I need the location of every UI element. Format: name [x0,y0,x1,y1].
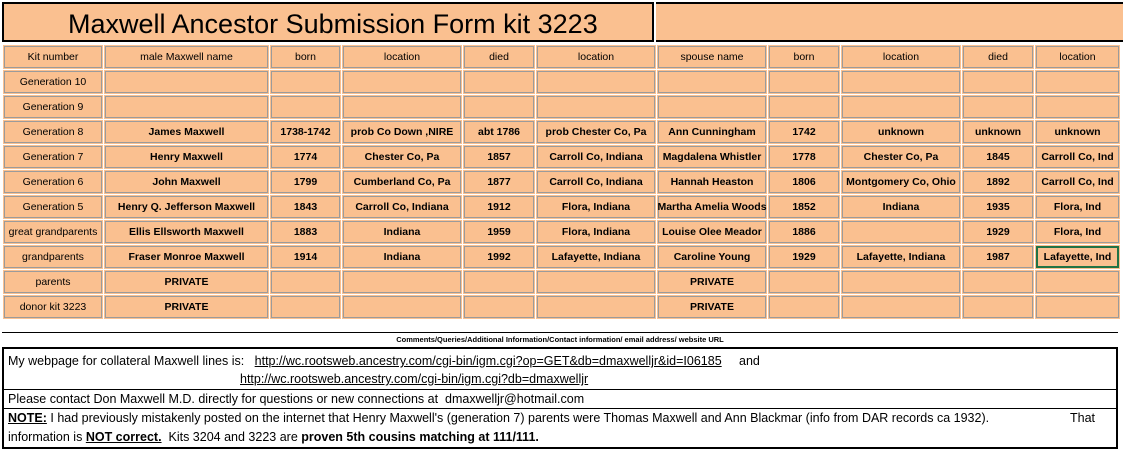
table-row [3,295,1121,320]
cell-spouse-born[interactable] [768,270,841,295]
cell-spouse-born[interactable] [768,245,841,270]
note-line-1 [8,411,989,425]
cell-death-location[interactable] [536,295,657,320]
cell-spouse-died[interactable] [962,120,1035,145]
contact-text: Please contact Don Maxwell M.D. directly for questions or new connections at [8,392,439,406]
cell-value: Henry Maxwell [105,146,268,168]
cell-value: Indiana [842,196,960,218]
cell-male-name[interactable] [104,170,270,195]
cell-value [769,71,839,93]
cell-value: Generation 5 [4,196,102,218]
cell-spouse-died[interactable] [962,195,1035,220]
cell-spouse-location[interactable] [841,245,962,270]
table-row [3,120,1121,145]
cell-value: 1778 [769,146,839,168]
cell-value: Chester Co, Pa [842,146,960,168]
cell-died[interactable] [463,70,536,95]
header-spouse-name[interactable] [657,45,768,70]
table-row [3,145,1121,170]
cell-value: Hannah Heaston [658,171,766,193]
header-label: born [271,46,340,68]
form-title[interactable]: Maxwell Ancestor Submission Form kit 3223 [2,2,654,42]
cell-spouse-died[interactable] [962,270,1035,295]
kits-prefix: Kits 3204 and 3223 are [168,430,298,444]
cell-death-location[interactable] [536,145,657,170]
cell-value: 1929 [769,246,839,268]
cell-value: 1852 [769,196,839,218]
cell-value [464,271,534,293]
table-row [3,195,1121,220]
cell-value: Lafayette, Ind [1036,246,1119,268]
cell-value [842,296,960,318]
webpage-prefix: My webpage for collateral Maxwell lines is: [8,354,245,368]
cell-spouse-died[interactable] [962,295,1035,320]
cell-value: Carroll Co, Indiana [537,171,655,193]
cell-value: 1987 [963,246,1033,268]
cell-value [769,271,839,293]
cell-location[interactable] [342,270,463,295]
cell-died[interactable] [463,245,536,270]
cell-kit-number[interactable] [3,245,104,270]
cell-died[interactable] [463,270,536,295]
contact-email[interactable]: dmaxwelljr@hotmail.com [445,392,585,406]
cell-value [769,296,839,318]
cell-kit-number[interactable] [3,70,104,95]
cell-value [537,296,655,318]
cell-male-name[interactable] [104,120,270,145]
cell-location[interactable] [342,245,463,270]
webpage-url-2-line [240,372,588,386]
cell-spouse-death-location[interactable] [1035,145,1121,170]
cell-value: 1738-1742 [271,121,340,143]
cell-value: great grandparents [4,221,102,243]
cell-male-name[interactable] [104,295,270,320]
table-row [3,270,1121,295]
cell-value: Flora, Ind [1036,196,1119,218]
header-label: died [963,46,1033,68]
cell-value: Generation 8 [4,121,102,143]
cell-value: donor kit 3223 [4,296,102,318]
note-line-2 [8,430,539,444]
cell-location[interactable] [342,195,463,220]
cell-death-location[interactable] [536,95,657,120]
header-label: died [464,46,534,68]
cell-death-location[interactable] [536,220,657,245]
cell-spouse-born[interactable] [768,120,841,145]
cell-died[interactable] [463,220,536,245]
cell-value [343,296,461,318]
header-death-location[interactable] [536,45,657,70]
cell-spouse-died[interactable] [962,170,1035,195]
cell-male-name[interactable] [104,220,270,245]
cell-male-name[interactable] [104,145,270,170]
cell-spouse-name[interactable] [657,70,768,95]
cell-location[interactable] [342,95,463,120]
notes-divider-1 [4,389,1116,390]
cell-spouse-name[interactable] [657,270,768,295]
header-died[interactable] [463,45,536,70]
cell-value: Generation 7 [4,146,102,168]
cell-value: Flora, Indiana [537,221,655,243]
header-label: location [343,46,461,68]
note-that: That [1070,411,1096,425]
cell-value [1036,71,1119,93]
cell-spouse-location[interactable] [841,220,962,245]
cell-spouse-name[interactable] [657,220,768,245]
cell-kit-number[interactable] [3,295,104,320]
cell-spouse-death-location[interactable] [1035,245,1121,270]
cell-value: Carroll Co, Indiana [537,146,655,168]
cell-spouse-born[interactable] [768,70,841,95]
webpage-url-1[interactable]: http://wc.rootsweb.ancestry.com/cgi-bin/igm.cgi?op=GET&db=dmaxwelljr&id=I06185 [254,354,722,368]
cell-kit-number[interactable] [3,170,104,195]
cell-location[interactable] [342,220,463,245]
cell-value: 1857 [464,146,534,168]
cell-value: James Maxwell [105,121,268,143]
cell-born[interactable] [270,245,342,270]
header-label: male Maxwell name [105,46,268,68]
cell-born[interactable] [270,70,342,95]
cell-value: PRIVATE [658,296,766,318]
cell-value: Magdalena Whistler [658,146,766,168]
ancestor-table [2,44,1121,320]
comments-header: Comments/Queries/Additional Information/Contact information/ email address/ website URL [2,332,1118,347]
cell-died[interactable] [463,145,536,170]
cell-value: Louise Olee Meador [658,221,766,243]
webpage-url-2[interactable]: http://wc.rootsweb.ancestry.com/cgi-bin/igm.cgi?db=dmaxwelljr [240,372,589,386]
cell-male-name[interactable] [104,245,270,270]
cell-value: 1843 [271,196,340,218]
cell-death-location[interactable] [536,70,657,95]
cell-value: 1914 [271,246,340,268]
table-row [3,245,1121,270]
cell-spouse-died[interactable] [962,245,1035,270]
cell-value: prob Chester Co, Pa [537,121,655,143]
cell-spouse-location[interactable] [841,145,962,170]
cell-value: parents [4,271,102,293]
cell-value: John Maxwell [105,171,268,193]
cell-value: Henry Q. Jefferson Maxwell [105,196,268,218]
cell-born[interactable] [270,295,342,320]
cell-spouse-death-location[interactable] [1035,195,1121,220]
cell-death-location[interactable] [536,270,657,295]
cell-spouse-name[interactable] [657,145,768,170]
cell-value: 1774 [271,146,340,168]
cell-spouse-name[interactable] [657,170,768,195]
cell-spouse-location[interactable] [841,120,962,145]
cell-value: Generation 9 [4,96,102,118]
cell-value: 1845 [963,146,1033,168]
not-correct: NOT correct. [85,430,162,444]
cell-spouse-name[interactable] [657,295,768,320]
cell-value [1036,296,1119,318]
cell-spouse-death-location[interactable] [1035,95,1121,120]
cell-born[interactable] [270,145,342,170]
cell-value: 1992 [464,246,534,268]
notes-box[interactable] [2,347,1118,449]
cell-male-name[interactable] [104,70,270,95]
cell-male-name[interactable] [104,195,270,220]
cell-value: PRIVATE [658,271,766,293]
cell-value [963,296,1033,318]
cell-kit-number[interactable] [3,120,104,145]
cell-spouse-born[interactable] [768,295,841,320]
cell-value: Ann Cunningham [658,121,766,143]
cell-value [658,96,766,118]
cell-value [842,96,960,118]
cell-kit-number[interactable] [3,270,104,295]
cell-value: Fraser Monroe Maxwell [105,246,268,268]
cell-value [769,96,839,118]
cell-value: unknown [842,121,960,143]
cell-value: 1892 [963,171,1033,193]
cell-spouse-died[interactable] [962,220,1035,245]
cell-value: abt 1786 [464,121,534,143]
cell-death-location[interactable] [536,170,657,195]
cell-spouse-death-location[interactable] [1035,70,1121,95]
cell-value: Martha Amelia Woods [658,196,766,218]
cell-born[interactable] [270,120,342,145]
cell-value [963,96,1033,118]
cell-value [343,71,461,93]
cell-spouse-died[interactable] [962,145,1035,170]
cell-value: Caroline Young [658,246,766,268]
cell-value: 1806 [769,171,839,193]
cell-location[interactable] [342,170,463,195]
cell-spouse-location[interactable] [841,195,962,220]
cell-spouse-death-location[interactable] [1035,120,1121,145]
cell-value: Chester Co, Pa [343,146,461,168]
cell-died[interactable] [463,120,536,145]
cell-kit-number[interactable] [3,95,104,120]
cell-kit-number[interactable] [3,145,104,170]
cell-value: 1929 [963,221,1033,243]
cell-value: Indiana [343,246,461,268]
cell-spouse-death-location[interactable] [1035,295,1121,320]
cell-value: Indiana [343,221,461,243]
cell-value: 1877 [464,171,534,193]
cell-value: unknown [1036,121,1119,143]
cell-value [963,271,1033,293]
cell-born[interactable] [270,270,342,295]
cell-value: Montgomery Co, Ohio [842,171,960,193]
cell-value [842,71,960,93]
cell-value: unknown [963,121,1033,143]
title-row [0,0,1123,44]
header-location[interactable] [342,45,463,70]
cell-spouse-location[interactable] [841,70,962,95]
cell-value [842,221,960,243]
header-spouse-death-location[interactable] [1035,45,1121,70]
cell-died[interactable] [463,295,536,320]
cell-location[interactable] [342,70,463,95]
cell-value: 1883 [271,221,340,243]
cell-value [464,96,534,118]
contact-line [8,392,584,406]
webpage-line [8,354,760,368]
note-info-is: information is [8,430,83,444]
cell-value [271,96,340,118]
cell-male-name[interactable] [104,95,270,120]
cell-born[interactable] [270,220,342,245]
cell-death-location[interactable] [536,120,657,145]
cell-spouse-born[interactable] [768,220,841,245]
cell-spouse-death-location[interactable] [1035,270,1121,295]
cell-value [537,71,655,93]
cell-value [1036,96,1119,118]
cell-value [537,96,655,118]
cell-kit-number[interactable] [3,220,104,245]
cell-location[interactable] [342,120,463,145]
cell-value [343,271,461,293]
cell-value: 1886 [769,221,839,243]
header-label: born [769,46,839,68]
and-text: and [739,354,760,368]
cell-death-location[interactable] [536,195,657,220]
cell-spouse-died[interactable] [962,70,1035,95]
cell-value [658,71,766,93]
table-row [3,95,1121,120]
cell-kit-number[interactable] [3,195,104,220]
cell-location[interactable] [342,295,463,320]
note-label: NOTE: [8,411,47,425]
cell-value: 1935 [963,196,1033,218]
cell-died[interactable] [463,95,536,120]
cell-spouse-location[interactable] [841,95,962,120]
cell-died[interactable] [463,170,536,195]
cell-value [464,296,534,318]
header-spouse-born[interactable] [768,45,841,70]
cell-value [271,71,340,93]
note-text: I had previously mistakenly posted on the internet that Henry Maxwell's (generation 7) parents were Thomas Maxwell and Ann Blackmar (info from DAR records ca 1932). [50,411,990,425]
cell-spouse-death-location[interactable] [1035,170,1121,195]
cell-value [343,96,461,118]
cell-value: PRIVATE [105,296,268,318]
header-born[interactable] [270,45,342,70]
cell-spouse-born[interactable] [768,170,841,195]
cell-value [842,271,960,293]
header-label: spouse name [658,46,766,68]
cell-spouse-born[interactable] [768,145,841,170]
cell-value: Lafayette, Indiana [537,246,655,268]
cell-spouse-death-location[interactable] [1035,220,1121,245]
cell-spouse-born[interactable] [768,95,841,120]
cell-value: PRIVATE [105,271,268,293]
cell-value: 1799 [271,171,340,193]
header-label: location [842,46,960,68]
table-row [3,170,1121,195]
cell-value: Generation 10 [4,71,102,93]
cell-spouse-name[interactable] [657,120,768,145]
cell-spouse-died[interactable] [962,95,1035,120]
header-label: location [537,46,655,68]
cell-born[interactable] [270,195,342,220]
cell-value: Flora, Ind [1036,221,1119,243]
cell-value: grandparents [4,246,102,268]
cell-spouse-name[interactable] [657,95,768,120]
cell-value [963,71,1033,93]
cell-value: Cumberland Co, Pa [343,171,461,193]
cell-spouse-name[interactable] [657,245,768,270]
cell-value: Carroll Co, Ind [1036,171,1119,193]
cell-value [271,296,340,318]
header-label: location [1036,46,1119,68]
cell-value: prob Co Down ,NIRE [343,121,461,143]
cell-value: Lafayette, Indiana [842,246,960,268]
cell-spouse-location[interactable] [841,295,962,320]
cell-born[interactable] [270,170,342,195]
header-label: Kit number [4,46,102,68]
cell-location[interactable] [342,145,463,170]
table-row [3,220,1121,245]
cell-value: Ellis Ellsworth Maxwell [105,221,268,243]
cell-value: Generation 6 [4,171,102,193]
cell-value [271,271,340,293]
cell-born[interactable] [270,95,342,120]
cell-value [537,271,655,293]
cell-value: 1912 [464,196,534,218]
cell-value [464,71,534,93]
cell-died[interactable] [463,195,536,220]
cell-value: Flora, Indiana [537,196,655,218]
cell-spouse-born[interactable] [768,195,841,220]
cell-value: Carroll Co, Indiana [343,196,461,218]
table-row [3,70,1121,95]
header-male-name[interactable] [104,45,270,70]
title-blank-cell[interactable] [656,2,1123,42]
cell-male-name[interactable] [104,270,270,295]
cell-spouse-name[interactable] [657,195,768,220]
cell-value [105,71,268,93]
header-kit-number[interactable] [3,45,104,70]
cell-spouse-location[interactable] [841,270,962,295]
notes-divider-2 [4,408,1116,409]
cell-value [1036,271,1119,293]
cell-value: Carroll Co, Ind [1036,146,1119,168]
header-spouse-location[interactable] [841,45,962,70]
header-spouse-died[interactable] [962,45,1035,70]
cell-spouse-location[interactable] [841,170,962,195]
cell-death-location[interactable] [536,245,657,270]
kits-bold: proven 5th cousins matching at 111/111. [301,430,539,444]
cell-value [105,96,268,118]
cell-value: 1959 [464,221,534,243]
cell-value: 1742 [769,121,839,143]
